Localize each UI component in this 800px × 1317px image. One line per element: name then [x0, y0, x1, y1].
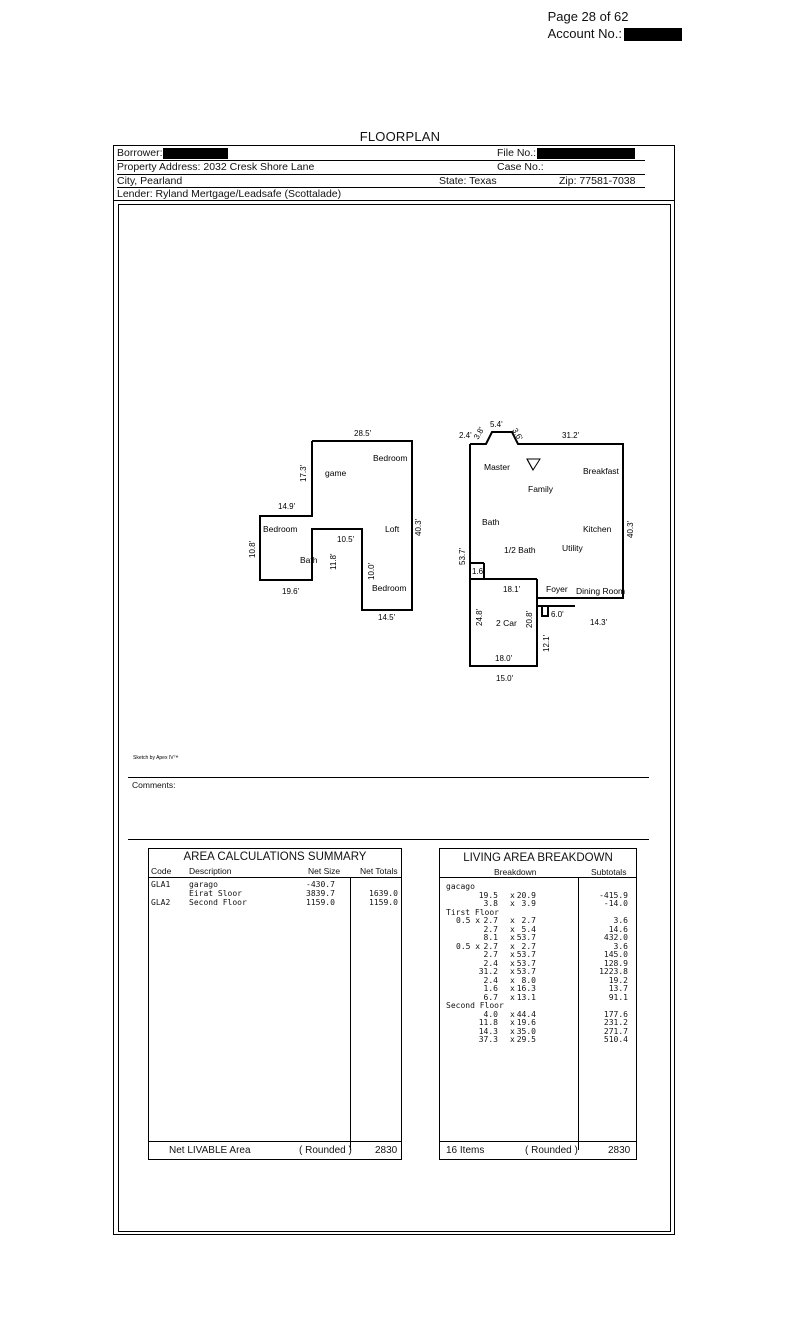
dimension-label: 3.6' [510, 426, 525, 442]
cell-b: 8.0 [521, 975, 536, 985]
cell-pre: 0.5 x [456, 916, 481, 925]
table-row [440, 959, 636, 968]
col-breakdown: Breakdown [494, 867, 537, 877]
cell-sub: -415.9 [599, 890, 628, 900]
cell-b: 19.6 [516, 1018, 536, 1027]
dimension-label: 20.8' [525, 610, 534, 628]
area-summary-table [148, 848, 402, 1160]
cell-x: x [510, 933, 515, 942]
cell-b: 2.7 [521, 916, 536, 925]
cell-a: 3.8 [483, 899, 498, 908]
dimension-label: 17.3' [299, 464, 308, 482]
cell-sub: 13.7 [608, 984, 628, 993]
cell-sub: 14.6 [608, 924, 628, 934]
cell-b: 20.9 [516, 890, 536, 900]
page-header [548, 8, 682, 42]
cell-a: 2.4 [483, 958, 498, 968]
table-row [440, 899, 636, 908]
table-row [440, 1010, 636, 1019]
cell-size: 3839.7 [306, 889, 335, 898]
header-row-city: City, Pearland State: Texas Zip: 77581-7038 [117, 175, 636, 187]
room-label: Utility [562, 543, 583, 553]
table-row [440, 950, 636, 959]
table-row [440, 908, 636, 917]
cell-x: x [510, 1026, 515, 1036]
dimension-label: 53.7' [458, 547, 467, 565]
cell-b: 53.7 [516, 933, 536, 942]
item-count: 16 Items [446, 1145, 485, 1156]
footer-line [440, 1141, 636, 1142]
cell-a: 19.5 [478, 890, 498, 900]
redaction-block [163, 148, 228, 159]
cell-label: gacago [446, 882, 475, 891]
cell-desc: Second Floor [189, 898, 247, 907]
cell-x: x [510, 890, 515, 900]
room-label: Master [484, 462, 510, 472]
cell-a: 14.3 [478, 1026, 498, 1036]
table-row [440, 1018, 636, 1027]
cell-sub: 91.1 [608, 992, 628, 1002]
room-label: Bath [300, 555, 318, 565]
cell-x: x [510, 992, 515, 1002]
room-label: Breakfast [583, 466, 619, 476]
col-code: Code [151, 866, 172, 876]
cell-label: Second Floor [446, 1001, 504, 1010]
cell-b: 29.5 [516, 1035, 536, 1044]
table-row [440, 984, 636, 993]
cell-sub: 145.0 [603, 950, 628, 959]
dimension-label: 24.8' [475, 608, 484, 626]
table-row [440, 942, 636, 951]
table-row [440, 1035, 636, 1044]
net-livable-value: 2830 [375, 1145, 398, 1156]
cell-total: 1159.0 [369, 898, 398, 907]
col-net-size: Net Size [308, 866, 341, 876]
dimension-label: 15.0' [496, 674, 514, 683]
col-net-totals: Net Totals [360, 866, 398, 876]
cell-pre: 0.5 x [456, 941, 481, 951]
cell-b: 13.1 [516, 992, 536, 1002]
table-row [149, 898, 401, 907]
cell-sub: 177.6 [603, 1009, 628, 1019]
cell-a: 6.7 [483, 992, 498, 1002]
room-label: Bedroom [263, 524, 298, 534]
header-row-lender: Lender: Ryland Mertgage/Leadsafe (Scottalade) [117, 188, 342, 200]
room-label: 2 Car [496, 618, 517, 628]
column-divider [350, 877, 351, 1150]
dimension-label: 3.8' [471, 425, 487, 441]
cell-b: 5.4 [521, 924, 536, 934]
cell-sub: 231.2 [603, 1018, 628, 1027]
cell-sub: 128.9 [603, 958, 628, 968]
cell-a: 8.1 [483, 933, 498, 942]
table-row [149, 889, 401, 898]
dimension-label: 11.8' [329, 553, 338, 570]
dimension-label: 28.5' [354, 429, 372, 438]
dimension-label: 18.0' [495, 654, 513, 663]
dimension-label: 5.4' [490, 420, 503, 429]
table-row [440, 1027, 636, 1036]
cell-x: x [510, 975, 515, 985]
dimension-label: 10.0' [367, 562, 376, 580]
dimension-label: 14.5' [378, 613, 396, 622]
table-row [440, 882, 636, 891]
cell-x: x [510, 950, 515, 959]
cell-sub: 19.2 [608, 975, 628, 985]
living-area-title: LIVING AREA BREAKDOWN [463, 852, 613, 864]
cell-a: 2.7 [483, 941, 498, 951]
cell-a: 37.3 [478, 1035, 498, 1044]
breakdown-rows [440, 882, 636, 1044]
comments-top-line [128, 777, 649, 778]
dimension-label: 1.6 [472, 567, 484, 576]
dimension-label: 10.5' [337, 535, 355, 544]
cell-a: 2.7 [483, 916, 498, 925]
cell-b: 16.3 [516, 984, 536, 993]
header-row-address: Property Address: 2032 Cresk Shore Lane Case No.: [117, 161, 544, 173]
sketch-credit: Sketch by Apex IV™ [133, 755, 179, 761]
dimension-label: 18.1' [503, 585, 521, 594]
cell-b: 53.7 [516, 958, 536, 968]
cell-sub: 3.6 [613, 941, 628, 951]
header-line [440, 877, 636, 878]
dimension-label: 10.8' [248, 540, 257, 558]
comments-label: Comments: [132, 780, 176, 790]
room-label: Dining Room [576, 586, 626, 596]
cell-x: x [510, 899, 515, 908]
cell-b: 53.7 [516, 967, 536, 976]
cell-b: 3.9 [521, 899, 536, 908]
table-row [440, 925, 636, 934]
table-row [440, 993, 636, 1002]
footer-line [149, 1141, 401, 1142]
table-row [440, 1001, 636, 1010]
account-number: Account No.: [548, 25, 682, 42]
cell-x: x [510, 924, 515, 934]
room-label: Family [528, 484, 554, 494]
room-label: Kitchen [583, 524, 612, 534]
table-row [440, 967, 636, 976]
room-label: game [325, 468, 347, 478]
dimension-label: 31.2' [562, 431, 580, 440]
dimension-label: 40.3' [414, 518, 423, 536]
cell-b: 53.7 [516, 950, 536, 959]
cell-b: 2.7 [521, 941, 536, 951]
cell-x: x [510, 916, 515, 925]
summary-rows [149, 880, 401, 907]
room-label: Bedroom [372, 583, 407, 593]
cell-code: GLA2 [151, 898, 171, 907]
net-livable-label: Net LIVABLE Area [169, 1145, 251, 1156]
cell-size: -430.7 [306, 880, 335, 889]
room-label: 1/2 Bath [504, 545, 536, 555]
redaction-block [624, 28, 682, 41]
cell-sub: 1223.8 [599, 967, 628, 976]
cell-b: 35.0 [516, 1026, 536, 1036]
cell-a: 11.8 [478, 1018, 498, 1027]
header-line [149, 877, 401, 878]
cell-x: x [510, 1009, 515, 1019]
page-number: Page 28 of 62 [547, 9, 629, 24]
cell-sub: 271.7 [603, 1026, 628, 1036]
cell-sub: 510.4 [603, 1035, 628, 1044]
header-row-borrower: Borrower: File No.: [117, 147, 645, 160]
cell-a: 1.6 [483, 984, 498, 993]
room-label: Bath [482, 517, 500, 527]
dimension-label: 40.3' [626, 520, 635, 538]
cell-sub: -14.0 [603, 899, 628, 908]
cell-x: x [510, 967, 515, 976]
cell-sub: 3.6 [613, 916, 628, 925]
cell-a: 4.0 [483, 1009, 498, 1019]
room-label: Bedroom [373, 453, 408, 463]
cell-desc: garago [189, 880, 218, 889]
cell-code: GLA1 [151, 880, 171, 889]
cell-label: Tirst Floor [446, 907, 499, 917]
dimension-label: 14.3' [590, 618, 608, 627]
col-description: Description [189, 866, 232, 876]
cell-a: 31.2 [478, 967, 498, 976]
rounded-label: ( Rounded ) [525, 1145, 578, 1156]
dimension-label: 19.6' [282, 587, 300, 596]
cell-a: 2.7 [483, 924, 498, 934]
rounded-label: ( Rounded ) [299, 1145, 352, 1156]
cell-size: 1159.0 [306, 898, 335, 907]
area-summary-title: AREA CALCULATIONS SUMMARY [183, 851, 367, 863]
cell-x: x [510, 941, 515, 951]
living-area-total: 2830 [608, 1145, 631, 1156]
dimension-label: 14.9' [278, 502, 296, 511]
cell-x: x [510, 958, 515, 968]
cell-sub: 432.0 [603, 933, 628, 942]
cell-b: 44.4 [516, 1009, 536, 1019]
table-row [149, 880, 401, 889]
cell-desc: Eirat Sloor [189, 889, 242, 898]
cell-x: x [510, 1035, 515, 1044]
comments-bottom-line [128, 839, 649, 840]
table-row [440, 891, 636, 900]
cell-x: x [510, 984, 515, 993]
cell-total: 1639.0 [369, 889, 398, 898]
cell-a: 2.7 [483, 950, 498, 959]
table-row [440, 916, 636, 925]
dimension-label: 2.4' [459, 431, 472, 440]
table-row [440, 933, 636, 942]
cell-a: 2.4 [483, 975, 498, 985]
col-subtotals: Subtotals [591, 867, 627, 877]
room-label: Loft [385, 524, 400, 534]
dimension-label: 12.1' [542, 634, 551, 652]
table-row [440, 976, 636, 985]
redaction-block [537, 148, 635, 159]
page-title: FLOORPLAN [359, 129, 441, 144]
cell-x: x [510, 1018, 515, 1027]
dimension-label: 6.0' [551, 610, 564, 619]
room-label: Foyer [546, 584, 568, 594]
living-area-table [439, 848, 637, 1160]
